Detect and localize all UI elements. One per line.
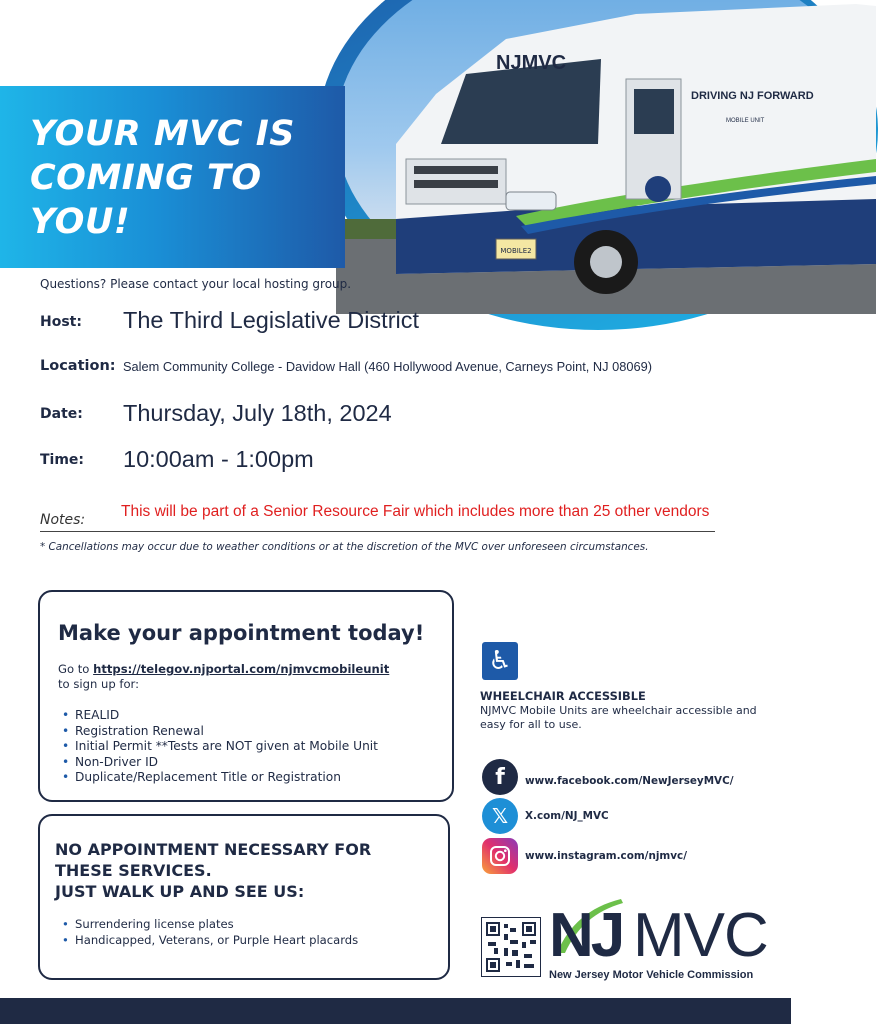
appointment-services-list [59, 708, 378, 786]
facebook-icon[interactable]: f [482, 759, 518, 795]
walkup-title-line1: NO APPOINTMENT NECESSARY FOR [55, 840, 372, 859]
logo-caption: New Jersey Motor Vehicle Commission [549, 969, 754, 981]
license-plate-text: MOBILE2 [500, 247, 532, 255]
list-item: • Non-Driver ID [59, 755, 378, 771]
cancellation-note: * Cancellations may occur due to weather conditions or at the discretion of the MVC over unforeseen circumstances. [40, 541, 649, 553]
host-label: Host: [40, 314, 82, 330]
x-icon[interactable]: 𝕏 [482, 798, 518, 834]
truck-brand-text: NJMVC [496, 52, 567, 74]
time-label: Time: [40, 452, 85, 468]
accessibility-title: WHEELCHAIR ACCESSIBLE [480, 689, 646, 703]
truck-slogan-text: DRIVING NJ FORWARD [691, 90, 814, 102]
notes-text: This will be part of a Senior Resource Fair which includes more than 25 other vendors [121, 503, 710, 520]
wheelchair-icon: ♿ [482, 642, 518, 680]
questions-text: Questions? Please contact your local hosting group. [40, 277, 352, 291]
appointment-title: Make your appointment today! [58, 621, 425, 645]
walkup-title [55, 839, 435, 902]
logo-nj: NJ [549, 901, 623, 970]
date-label: Date: [40, 406, 83, 422]
facebook-link[interactable]: www.facebook.com/NewJerseyMVC/ [525, 775, 734, 787]
list-item: • REALID [59, 708, 378, 724]
location-value: Salem Community College - Davidow Hall (460 Hollywood Avenue, Carneys Point, NJ 08069) [123, 359, 652, 374]
footer-bar [0, 998, 791, 1024]
walkup-title-line2: THESE SERVICES. [55, 861, 212, 880]
list-item: • Handicapped, Veterans, or Purple Heart placards [59, 933, 358, 949]
host-value: The Third Legislative District [123, 307, 420, 333]
accessibility-text: NJMVC Mobile Units are wheelchair accessible and easy for all to use. [480, 704, 757, 731]
sign-up-text: to sign up for: [58, 677, 140, 691]
time-value: 10:00am - 1:00pm [123, 446, 314, 472]
instagram-icon[interactable] [482, 838, 518, 874]
instagram-link[interactable]: www.instagram.com/njmvc/ [525, 850, 687, 862]
go-to-text: Go to [58, 662, 90, 676]
notes-underline [40, 531, 715, 532]
walkup-services-list [59, 917, 358, 948]
list-item: • Registration Renewal [59, 724, 378, 740]
notes-label: Notes: [40, 512, 86, 528]
walkup-title-line3: JUST WALK UP AND SEE US: [55, 882, 305, 901]
qr-code [481, 917, 541, 977]
list-item: • Initial Permit **Tests are NOT given at Mobile Unit [59, 739, 378, 755]
logo-mvc: MVC [633, 901, 768, 970]
truck-unit-text: MOBILE UNIT [726, 118, 765, 124]
mobile-unit-photo [336, 0, 876, 314]
date-value: Thursday, July 18th, 2024 [123, 400, 392, 426]
x-link[interactable]: X.com/NJ_MVC [525, 810, 609, 822]
hero-title: YOUR MVC IS COMING TO YOU! [30, 114, 295, 242]
list-item: • Surrendering license plates [59, 917, 358, 933]
list-item: • Duplicate/Replacement Title or Registration [59, 770, 378, 786]
appointment-link[interactable]: https://telegov.njportal.com/njmvcmobileunit [93, 662, 390, 676]
appointment-instructions [58, 662, 389, 692]
location-label: Location: [40, 358, 116, 374]
